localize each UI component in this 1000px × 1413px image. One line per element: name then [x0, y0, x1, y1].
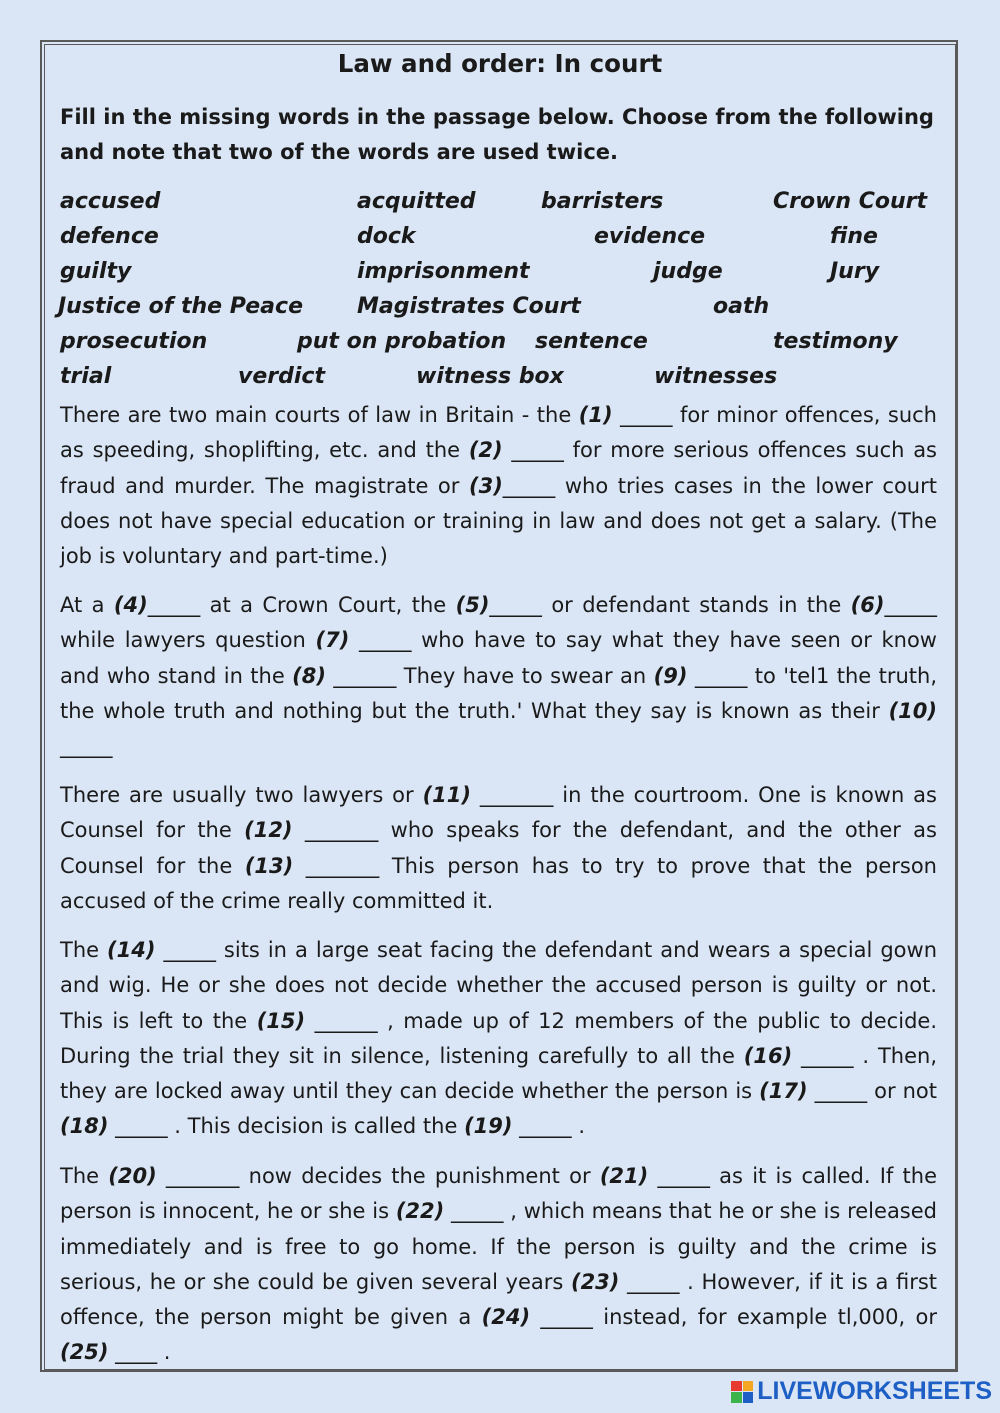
blank-20[interactable]: (20) — [108, 1164, 157, 1188]
word-bank-item: guilty — [60, 259, 132, 284]
text: _____ sits in a large seat facing the defendant and wears a special gown and wig. He or she does not decide whether the accused person is guilty or not. This is left to the — [60, 938, 938, 1033]
blank-1[interactable]: (1) — [578, 403, 613, 427]
paragraph-3 — [60, 778, 937, 919]
blank-11[interactable]: (11) — [422, 783, 471, 807]
text: ____ . — [108, 1340, 171, 1365]
blank-23[interactable]: (23) — [570, 1269, 620, 1294]
blank-16[interactable]: (16) — [743, 1043, 793, 1068]
word-bank-item: defence — [60, 224, 159, 249]
text: _____ as it is called. If the person is innocent, he or she is — [60, 1164, 937, 1224]
text: The — [60, 1164, 109, 1188]
text: _____ . Then, they are locked away until they can decide whether the person is — [60, 1043, 937, 1104]
brand-name: LIVEWORKSHEETS — [757, 1377, 992, 1405]
blank-13[interactable]: (13) — [244, 853, 294, 878]
text: At a — [60, 593, 114, 617]
paragraph-1 — [60, 398, 937, 574]
logo-mark-icon — [731, 1381, 753, 1403]
word-bank-item: sentence — [535, 329, 648, 354]
blank-5[interactable]: (5) — [455, 593, 490, 617]
blank-15[interactable]: (15) — [256, 1008, 306, 1033]
text: _____ — [60, 734, 113, 759]
word-bank-item: evidence — [594, 224, 706, 249]
text: _____ for more serious offences such as fraud and murder. The magistrate or — [60, 438, 938, 498]
blank-21[interactable]: (21) — [599, 1164, 649, 1188]
text: _____ while lawyers question — [60, 593, 937, 653]
blank-7[interactable]: (7) — [315, 628, 350, 653]
word-bank-item: testimony — [773, 329, 898, 354]
word-bank-item: verdict — [238, 364, 325, 389]
text: _____ who have to say what they have seen or know and who stand in the — [60, 628, 937, 688]
blank-24[interactable]: (24) — [481, 1305, 531, 1330]
word-bank-item: Magistrates Court — [357, 294, 581, 319]
word-bank-item: Crown Court — [773, 189, 928, 214]
text: _____ . — [512, 1114, 586, 1139]
word-bank-item: witnesses — [654, 364, 778, 389]
worksheet-title: Law and order: In court — [337, 49, 663, 78]
blank-22[interactable]: (22) — [395, 1199, 445, 1224]
word-bank-item: Justice of the Peace — [58, 294, 303, 319]
text: ______ They have to swear an — [325, 663, 654, 688]
word-bank-item: dock — [357, 224, 416, 249]
blank-8[interactable]: (8) — [292, 663, 326, 688]
text: _______ in the courtroom. One is known as Counsel for the — [60, 783, 937, 843]
text: _____ who tries cases in the lower court does not have special education or training in law and does not get a salary. (The job is voluntary and part-time.) — [60, 473, 937, 569]
word-bank-item: prosecution — [60, 329, 208, 354]
text: There are usually two lawyers or — [60, 783, 423, 807]
paragraph-4 — [60, 933, 937, 1145]
word-bank-item: witness box — [416, 364, 564, 389]
word-bank-item: oath — [713, 294, 770, 319]
text: _____ for minor offences, such as speeding, shoplifting, etc. and the — [60, 403, 937, 463]
text: _____ instead, for example tl,000, or — [530, 1305, 937, 1330]
text: There are two main courts of law in Britain - the — [60, 403, 579, 427]
text: _____ to 'tel1 the truth, the whole truth and nothing but the truth.' What they say is known as their — [60, 663, 937, 723]
text: _______ who speaks for the defendant, and the other as Counsel for the — [60, 818, 937, 878]
text: The — [60, 938, 108, 962]
word-bank-item: fine — [830, 224, 878, 249]
blank-4[interactable]: (4) — [113, 593, 148, 617]
blank-2[interactable]: (2) — [468, 438, 503, 463]
blank-18[interactable]: (18) — [60, 1114, 109, 1139]
text: _______ now decides the punishment or — [156, 1164, 600, 1188]
instructions: Fill in the missing words in the passage below. Choose from the following and note that two of the words are used twice. — [60, 105, 934, 164]
text: _____ at a Crown Court, the — [147, 593, 456, 617]
text: _____ , which means that he or she is released immediately and is free to go home. If the person is guilty and the crime is serious, he or she could be given several years — [60, 1199, 937, 1294]
paragraph-5 — [60, 1159, 937, 1371]
paragraph-2 — [60, 588, 937, 764]
text: ______ , made up of 12 members of the public to decide. During the trial they sit in silence, listening carefully to all the — [60, 1008, 937, 1068]
text: _____ or defendant stands in the — [489, 593, 851, 617]
text: _____ . However, if it is a first offence, the person might be given a — [60, 1269, 937, 1330]
blank-9[interactable]: (9) — [653, 663, 688, 688]
blank-10[interactable]: (10) — [888, 698, 937, 723]
word-bank-item: acquitted — [357, 189, 476, 214]
blank-25[interactable]: (25) — [60, 1340, 109, 1365]
word-bank-item: put on probation — [297, 329, 507, 354]
blank-14[interactable]: (14) — [107, 938, 156, 962]
text: _______ This person has to try to prove that the person accused of the crime really committed it. — [60, 853, 937, 913]
blank-6[interactable]: (6) — [850, 593, 885, 617]
word-bank-item: judge — [653, 259, 723, 284]
blank-12[interactable]: (12) — [244, 818, 293, 843]
word-bank-item: Jury — [830, 259, 880, 284]
text: _____ or not — [807, 1079, 937, 1104]
blank-19[interactable]: (19) — [464, 1114, 513, 1139]
word-bank-item: barristers — [541, 189, 664, 214]
text: _____ . This decision is called the — [108, 1114, 465, 1139]
word-bank-item: accused — [60, 189, 161, 214]
blank-3[interactable]: (3) — [468, 473, 503, 498]
liveworksheets-logo[interactable] — [731, 1377, 992, 1406]
word-bank-item: imprisonment — [357, 259, 530, 284]
word-bank-item: trial — [60, 364, 112, 389]
blank-17[interactable]: (17) — [759, 1079, 808, 1104]
